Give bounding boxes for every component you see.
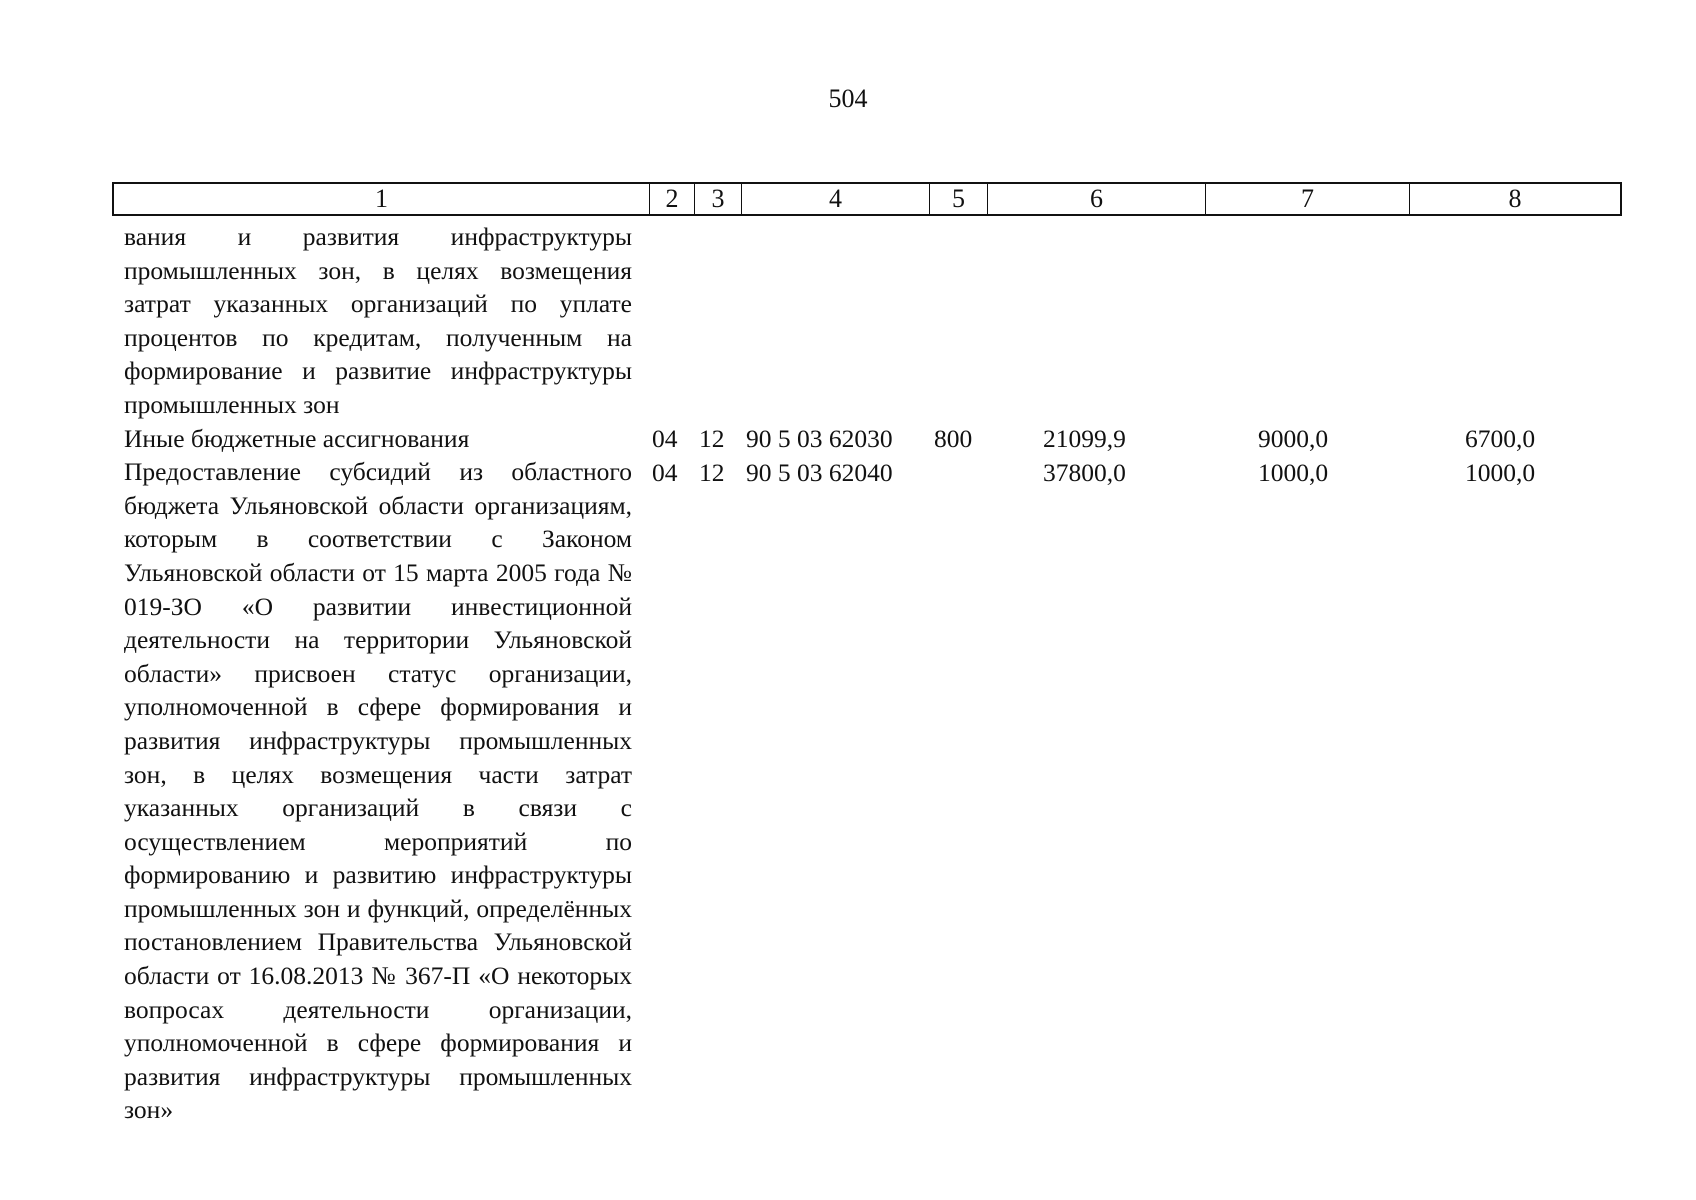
header-col-5: 5 [930,184,988,214]
row-value-col8: 1000,0 [1465,458,1536,487]
page-number: 504 [828,84,868,113]
row-value-col8: 6700,0 [1465,424,1536,453]
row-target-code: 90 5 03 62040 [746,458,893,487]
continuation-text: вания и развития инфраструктуры промышленных зон, в целях возмещения затрат указанных организаций по уплате процентов по кредитам, полученным на формирование и развитие инфраструктуры промышленных зон [124,222,632,419]
header-col-1: 1 [114,184,650,214]
row-section: 04 [652,424,678,453]
row-subsection: 12 [699,458,725,487]
header-col-2: 2 [650,184,695,214]
row-name: Иные бюджетные ассигнования [124,423,470,453]
row-subsection: 12 [699,424,725,453]
header-col-7: 7 [1206,184,1410,214]
header-col-3: 3 [695,184,742,214]
row-name: Предоставление субсидий из областного бюджета Ульяновской области организациям, которым в соответствии с Законом Ульяновской области от 15 марта 2005 года № 019-ЗО «О развитии инвестиционной деятельности на территории Ульяновской области» присвоен статус организации, уполномоченной в сфере формирования и развития инфраструктуры промышленных зон, в целях возмещения части затрат указанных организаций в связи с осуществлением мероприятий по формированию и развитию инфраструктуры промышленных зон и функций, определённых постановлением Правительства Ульяновской области от 16.08.2013 № 367-П «О некоторых вопросах деятельности организации, уполномоченной в сфере формирования и развития инфраструктуры промышленных зон» [124,457,632,1125]
row-target-code: 90 5 03 62030 [746,424,893,453]
column-1-text [124,220,632,1127]
header-col-6: 6 [988,184,1206,214]
header-col-8: 8 [1508,184,1522,213]
header-col-4: 4 [742,184,930,214]
row-value-col7: 1000,0 [1258,458,1329,487]
row-value-col6: 21099,9 [1043,424,1126,453]
row-section: 04 [652,458,678,487]
row-value-col6: 37800,0 [1043,458,1126,487]
table-header [112,182,1622,216]
row-value-col7: 9000,0 [1258,424,1329,453]
row-expense-type: 800 [934,424,973,453]
